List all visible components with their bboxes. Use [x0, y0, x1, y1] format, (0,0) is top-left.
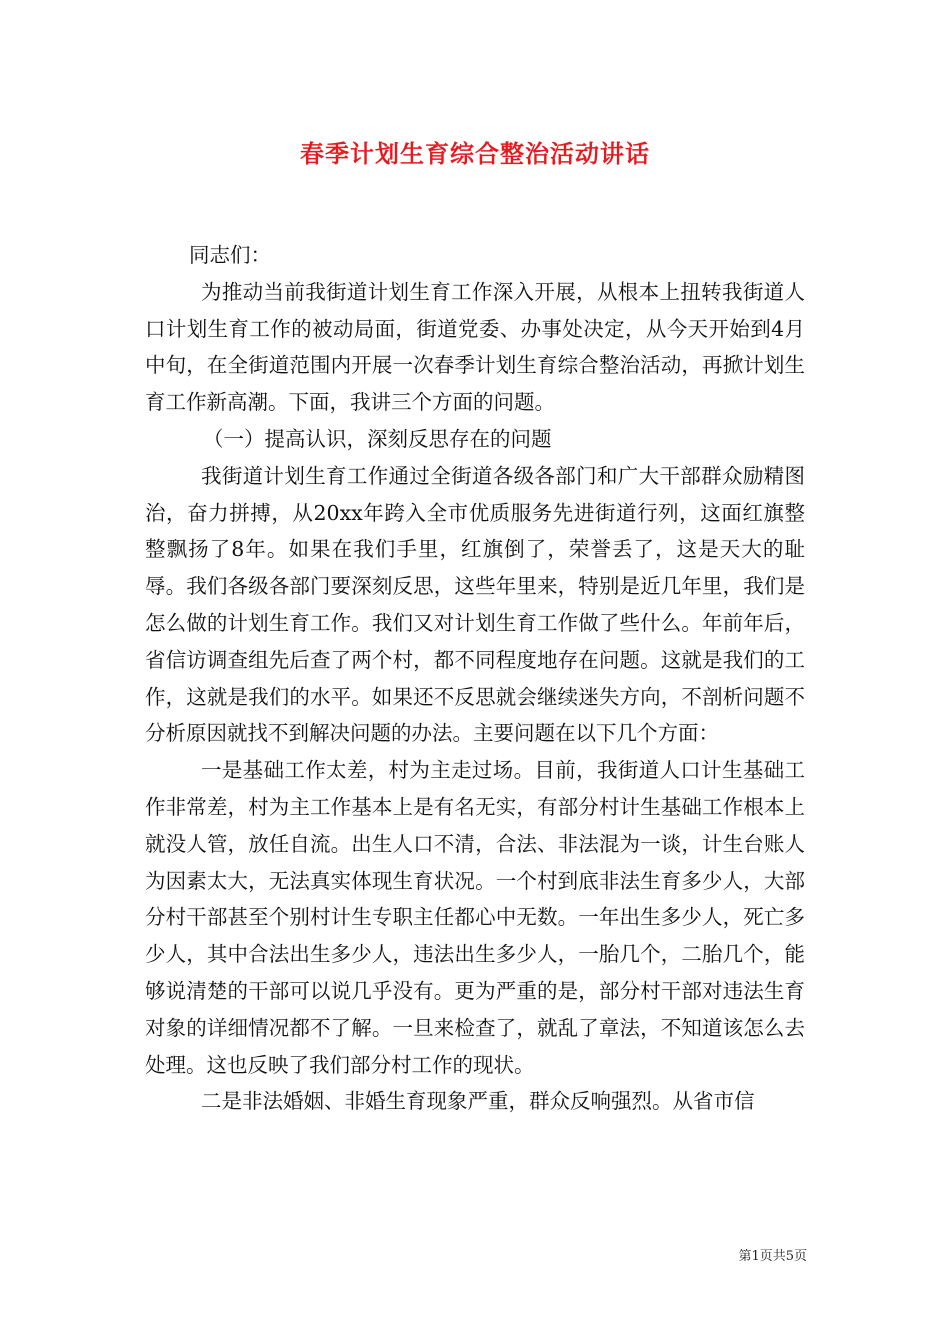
document-title: 春季计划生育综合整治活动讲话 [300, 139, 650, 168]
paragraph-problem-one: 一是基础工作太差，村为主走过场。目前，我街道人口计生基础工作非常差，村为主工作基本上是有名无实，有部分村计生基础工作根本上就没人管，放任自流。出生人口不清，合法、非法混为一谈，计生台账人为因素太大，无法真实体现生育状况。一个村到底非法生育多少人，大部分村干部甚至个别村计生专职主任都心中无数。一年出生多少人，死亡多少人，其中合法出生多少人，违法出生多少人，一胎几个，二胎几个，能够说清楚的干部可以说几乎没有。更为严重的是，部分村干部对违法生育对象的详细情况都不了解。一旦来检查了，就乱了章法，不知道该怎么去处理。这也反映了我们部分村工作的现状。 [145, 758, 805, 1077]
section-heading: （一）提高认识，深刻反思存在的问题 [203, 426, 552, 451]
paragraph-intro: 为推动当前我街道计划生育工作深入开展，从根本上扭转我街道人口计划生育工作的被动局面，街道党委、办事处决定，从今天开始到4月中旬，在全街道范围内开展一次春季计划生育综合整治活动，再掀计划生育工作新高潮。下面，我讲三个方面的问题。 [145, 279, 805, 415]
document-body [145, 237, 805, 1120]
page-number: 第1页共5页 [738, 1249, 807, 1264]
paragraph-problem-two: 二是非法婚姻、非婚生育现象严重，群众反响强烈。从省市信 [201, 1089, 755, 1114]
paragraph-reflection: 我街道计划生育工作通过全街道各级各部门和广大干部群众励精图治，奋力拼搏，从20xx年跨入全市优质服务先进街道行列，这面红旗整整飘扬了8年。如果在我们手里，红旗倒了，荣誉丢了，这是天大的耻辱。我们各级各部门要深刻反思，这些年里来，特别是近几年里，我们是怎么做的计划生育工作。我们又对计划生育工作做了些什么。年前年后，省信访调查组先后查了两个村，都不同程度地存在问题。这就是我们的工作，这就是我们的水平。如果还不反思就会继续迷失方向，不剖析问题不分析原因就找不到解决问题的办法。主要问题在以下几个方面： [145, 463, 805, 746]
salutation: 同志们： [189, 243, 271, 267]
